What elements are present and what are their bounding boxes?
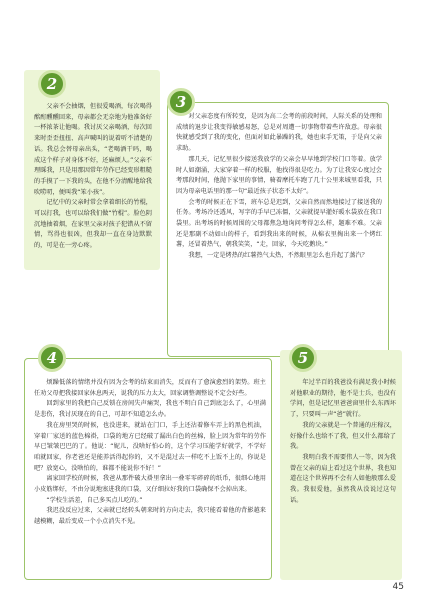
section-4-paragraph: 我迟没反应过来，父亲就已经转头朝来时的方向走去，我只能看着他的背影越来越模糊，最后变成一个小点消失不见。: [34, 507, 266, 526]
section-5-paragraph: 年过半百的我爸没有满足我小时候对他职业的期待，他不是士兵，也没有学问，但是记忆里爸爸窗里什么东西坏了，只要叫一声“爸”就行。: [290, 379, 396, 419]
section-3-number-badge: 3: [167, 88, 195, 116]
section-3-text: [176, 112, 382, 262]
page-number: 45: [392, 582, 404, 592]
section-4-paragraph: “学校生活差，自己多买点儿吃的。”: [46, 496, 143, 504]
section-4-number-badge: 4: [38, 344, 66, 372]
section-3-paragraph: 我想，一定是烤热的红薯热气太热，不然眼里怎么也升起了蒸汽？: [188, 252, 368, 260]
section-4-paragraph: 我在房里哭的时候，也没进来，就站在门口，手上还沾着修车弄上的黑色机油，穿着厂家送的蓝色棉褂，口袋的地方已经破了漏出白色的丝棉，脸上因为常年的劳作早已皱皱巴巴的了。他说：“妮儿，没啥好怕心的，这个学习压能学好就学，不学好咱就回家，你老爸还是能养活得起你的，又不是混过去一样吃不上饭不上的，你说是吧？放宽心，没啥怕的，谁都不能说你不好！”: [34, 421, 266, 472]
section-2-paragraph: 父亲不会抽烟，但很爱喝酒，每次喝得酩酊醺醺回来，母亲都会无奈地为他准备好一杯浓茶让他喝。我讨厌父亲喝酒，每次回来时歪歪扭扭、高声喊叫的说着听不清楚的话。我总会替母亲出头，“老喝酒干吗，喝成这个样子对身体不好，还麻烦人。”父亲不理睬我，只是用那因常年劳作已经变形粗糙的手摸了一下我的头，在他不分清醒地给我吹唠叨，便叫我“笨小孩”。: [34, 103, 152, 196]
section-5-number-badge: 5: [289, 344, 317, 372]
section-3-paragraph: 那几天，记忆里很少接送我放学的父亲会早早地到学校门口等着。放学时人如潮涌，大家穿着一样的校服，他找得很是吃力。为了让我安心度过会考那段时间，他抛下家里的事情，骑着摩托车跑了几十公里来城里看我，只因为母亲电话里的那一句“最近孩子状态不太好”。: [176, 155, 382, 195]
section-5-paragraph: 我明白我不需要伟人一等，因为我曾在父亲的肩上看过这个世界，我也知道在这个世界再不会有人如他般那么爱我。我很爱他，虽然我从没说过这句话。: [290, 453, 396, 504]
section-3-paragraph: 对父亲态度有所转变，是因为高二会考的前段时间，人际关系的处理和成绩的退步让我变得敏感易怒，总是对周遭一切事物带着些许敌意。母亲很快就感受到了我的变化，但面对如此暴躁的我，她也束手无策，于是向父亲求助。: [176, 113, 382, 153]
section-4-paragraph: 回到家里的我把自己反锁在房间失声痛哭，我也不明白自己到底怎么了，心里满是悲伤，我讨厌现在的自己，可却不知道怎么办。: [34, 400, 266, 419]
section-5-paragraph: 我的父亲就是一个普通的庄稼汉，好像什么也给不了我，但又什么都给了我。: [290, 421, 396, 451]
section-4-text: [34, 378, 266, 528]
section-2-number-badge: 2: [38, 70, 66, 98]
section-4-paragraph: 离家回学校的时候，我爸从那件破大褂里拿出一叠零零碎碎的纸币，很细心地用小皮筋绑好，不由分说地塞进我的口袋，又仔细拉好我的口袋确保不会掉出来。: [34, 475, 266, 494]
section-3-paragraph: 会考的时候正在下雪，班车总是迟到，父亲自然而然地接过了接送我的任务。考场冷还透风，写字的手早已冻僵，父亲就提早灌好暖水袋放在我口袋里。出考场的时候周围的父母都焦急地询问考得怎么样，题难不难。父亲还是那副不动如山的样子，看到我出来的时候，从棉衣里掏出来一个烤红薯，还冒着热气，朝我笑笑，“走，回家，今天吃鹅块。”: [176, 198, 382, 249]
section-2-paragraph: 记忆中的父亲时常会拿着细长的竹棍，可以打我，也可以给我们做“竹棍”。脸色阴沉地抽着烟，在家里父亲对孩子犯错从不留情，骂得也很凶，但我却一直在身边默默的，可是在一旁心疼。: [34, 199, 152, 250]
section-4-paragraph: 烦躁低落的情绪并没有因为会考的结束而消失，反而有了愈演愈烈的架势。班主任劝父母把我接回家休息两天，说我的压力太大，回家调整调整说不定会好些。: [34, 379, 266, 397]
section-5-text: [290, 378, 396, 506]
section-2-text: [34, 102, 152, 252]
